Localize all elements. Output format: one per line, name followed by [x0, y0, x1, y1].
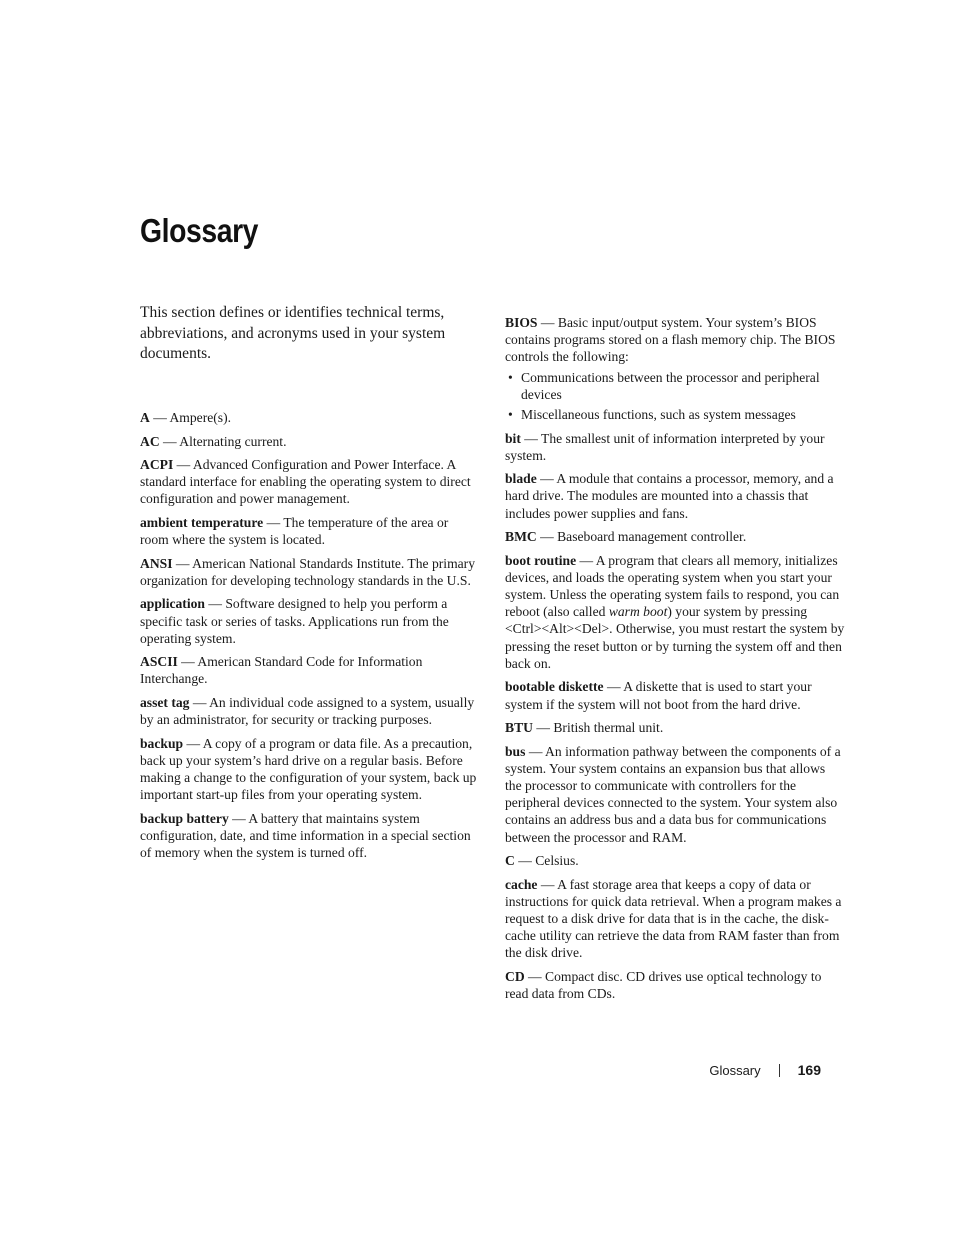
glossary-entry	[140, 555, 480, 589]
glossary-entry	[140, 456, 480, 508]
glossary-definition: — The temperature of the area or room where the system is located.	[140, 514, 449, 548]
glossary-definition-continued: ) your system by pressing <Ctrl><Alt><Del>. Otherwise, you must restart the system by pressing the reset button or by turning the system off and then back on.	[505, 604, 845, 671]
glossary-entry	[505, 430, 845, 464]
emphasized-term: warm boot	[608, 604, 668, 620]
glossary-definition: — Basic input/output system. Your system’s BIOS contains programs stored on a flash memory chip. The BIOS controls the following:	[505, 315, 836, 365]
intro-paragraph: This section defines or identifies technical terms, abbreviations, and acronyms used in your system documents.	[140, 304, 446, 362]
glossary-entry	[140, 433, 480, 450]
glossary-entry	[140, 735, 480, 804]
glossary-term: application	[140, 596, 205, 612]
glossary-definition: — American National Standards Institute. The primary organization for developing technology standards in the U.S.	[140, 555, 475, 588]
glossary-entry	[505, 719, 845, 736]
glossary-term: boot routine	[505, 552, 577, 568]
footer-divider	[779, 1064, 780, 1077]
footer-section-label: Glossary	[709, 1062, 761, 1078]
glossary-entry	[505, 678, 845, 712]
glossary-term: BMC	[505, 529, 537, 545]
glossary-definition: — A program that clears all memory, initializes devices, and loads the operating system when you start your system. Unless the operating system fails to respond, you can reboot (also called	[505, 552, 840, 620]
left-column	[140, 409, 480, 868]
glossary-entry-bios	[505, 314, 845, 366]
bios-bullet-list	[505, 369, 845, 424]
glossary-term: blade	[505, 471, 537, 487]
glossary-term: asset tag	[140, 694, 190, 710]
glossary-entry	[140, 409, 480, 426]
glossary-term: CD	[505, 968, 525, 984]
glossary-entry	[140, 810, 480, 862]
glossary-entry	[140, 595, 480, 647]
glossary-term: ASCII	[140, 654, 178, 670]
glossary-definition: — An information pathway between the components of a system. Your system contains an expansion bus that allows the processor to communicate with controllers for the peripheral devices connected to the system. Your system also contains an address bus and a data bus for communications between the processor and RAM.	[505, 743, 841, 845]
glossary-definition: — Software designed to help you perform a specific task or series of tasks. Applications run from the operating system.	[140, 596, 449, 646]
glossary-definition: — Alternating current.	[159, 433, 287, 449]
glossary-definition: — Compact disc. CD drives use optical technology to read data from CDs.	[505, 968, 822, 1002]
glossary-definition: — A diskette that is used to start your system if the system will not boot from the hard drive.	[505, 679, 812, 712]
glossary-term: BIOS	[505, 315, 538, 330]
glossary-term: cache	[505, 876, 538, 892]
page-title: Glossary	[140, 212, 259, 249]
right-column	[505, 314, 845, 1009]
glossary-definition: — A fast storage area that keeps a copy of data or instructions for quick data retrieval. When a program makes a request to a disk drive for data that is in the cache, the disk-cache utility can retrieve the data from RAM faster than from the disk drive.	[505, 876, 842, 961]
glossary-term: A	[140, 410, 150, 425]
glossary-entry	[140, 514, 480, 548]
glossary-term: bus	[505, 743, 526, 759]
glossary-term: AC	[140, 433, 160, 449]
glossary-definition: — A module that contains a processor, memory, and a hard drive. The modules are mounted into a chassis that includes power supplies and fans.	[505, 471, 834, 521]
glossary-entry-boot-routine	[505, 552, 845, 672]
glossary-entry	[505, 852, 845, 869]
glossary-definition: — Celsius.	[514, 853, 579, 869]
glossary-entry	[505, 968, 845, 1002]
glossary-term: ANSI	[140, 555, 173, 571]
glossary-entry	[505, 876, 845, 962]
glossary-entry	[505, 743, 845, 846]
glossary-term: BTU	[505, 720, 533, 736]
glossary-definition: — Advanced Configuration and Power Interface. A standard interface for enabling the operating system to direct configuration and power management.	[140, 457, 471, 507]
glossary-term: bootable diskette	[505, 679, 604, 695]
glossary-term: C	[505, 853, 515, 869]
glossary-term: backup	[140, 735, 184, 751]
glossary-definition: — A battery that maintains system configuration, date, and time information in a special section of memory when the system is turned off.	[140, 810, 471, 861]
glossary-definition: — Ampere(s).	[149, 410, 231, 425]
glossary-entry	[505, 528, 845, 545]
page-footer	[709, 1062, 821, 1078]
glossary-term: backup battery	[140, 810, 229, 826]
glossary-entry	[140, 653, 480, 687]
glossary-term: bit	[505, 430, 521, 446]
glossary-definition: — The smallest unit of information interpreted by your system.	[505, 430, 825, 463]
glossary-definition: — Baseboard management controller.	[536, 529, 747, 545]
glossary-definition: — British thermal unit.	[532, 720, 664, 736]
glossary-definition: — An individual code assigned to a system, usually by an administrator, for security or tracking purposes.	[140, 694, 475, 728]
glossary-definition: — A copy of a program or data file. As a precaution, back up your system’s hard drive on a regular basis. Before making a change to the configuration of your system, back up important start-up files from your operating system.	[140, 735, 477, 803]
glossary-term: ambient temperature	[140, 514, 264, 530]
glossary-entry	[140, 694, 480, 728]
bullet-item: • Communications between the processor and peripheral devices	[505, 369, 845, 403]
page-number: 169	[797, 1062, 821, 1078]
glossary-term: ACPI	[140, 457, 174, 472]
glossary-entry	[505, 470, 845, 522]
glossary-definition: — American Standard Code for Information Interchange.	[140, 654, 423, 687]
bullet-item: • Miscellaneous functions, such as system messages	[505, 406, 845, 423]
